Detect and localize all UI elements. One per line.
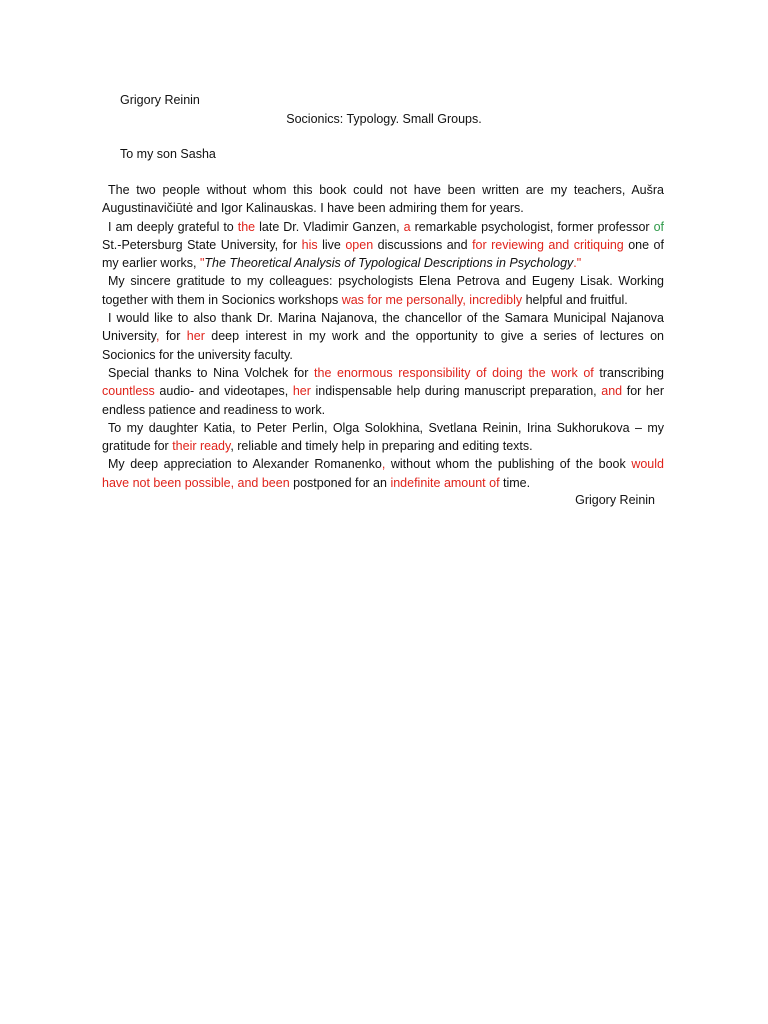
text-run: would have not been possible, and been bbox=[102, 457, 664, 490]
text-run: her bbox=[186, 329, 205, 344]
acknowledgements-body bbox=[102, 181, 664, 492]
text-run: ." bbox=[573, 256, 582, 271]
text-run: Special thanks to Nina Volchek for bbox=[108, 365, 315, 380]
paragraph bbox=[102, 455, 664, 492]
text-run: My sincere gratitude to my colleagues: psychologists Elena Petrova and Eugeny Lisak. Working together with them in Socionics workshops bbox=[102, 274, 664, 307]
paragraph bbox=[102, 218, 664, 273]
text-run: discussions and bbox=[373, 237, 473, 252]
paragraph bbox=[102, 181, 664, 218]
text-run: My deep appreciation to Alexander Romanenko bbox=[108, 457, 382, 472]
text-run: their ready bbox=[172, 439, 231, 454]
author-signature: Grigory Reinin bbox=[575, 493, 655, 507]
text-run: I am deeply grateful to bbox=[108, 219, 238, 234]
text-run: one of my earlier works, bbox=[102, 237, 664, 271]
paragraph bbox=[102, 419, 664, 456]
text-run: I would like to also thank Dr. Marina Najanova, the chancellor of the Samara Municipal Najanova University bbox=[102, 311, 664, 344]
text-run: and bbox=[601, 384, 623, 399]
text-run: deep interest in my work and the opportunity to give a series of lectures on Socionics for the university faculty. bbox=[102, 329, 664, 362]
paragraph bbox=[102, 309, 664, 364]
text-run: the bbox=[237, 219, 256, 234]
text-run: for reviewing and critiquing bbox=[472, 237, 624, 252]
text-run: The two people without whom this book could not have been written are my teachers, Aušra Augustinavičiūtė and Igor Kalinauskas. I have been admiring them for years. bbox=[102, 183, 664, 216]
text-run: a bbox=[403, 219, 411, 234]
dedication-line: To my son Sasha bbox=[120, 147, 216, 161]
text-run: , reliable and timely help in preparing and editing texts. bbox=[230, 439, 533, 454]
text-run: transcribing bbox=[593, 365, 664, 380]
text-run: The Theoretical Analysis of Typological Descriptions in Psychology bbox=[204, 256, 574, 271]
text-run: was for me personally, incredibly bbox=[341, 292, 523, 307]
text-run: , bbox=[155, 329, 160, 344]
author-name-header: Grigory Reinin bbox=[120, 93, 200, 107]
text-run: To my daughter Katia, to Peter Perlin, Olga Solokhina, Svetlana Reinin, Irina Sukhorukova – my gratitude for bbox=[102, 420, 664, 454]
text-run: time. bbox=[499, 475, 531, 490]
text-run: , bbox=[381, 457, 386, 472]
text-run: indispensable help during manuscript preparation, bbox=[310, 384, 602, 399]
text-run: St.-Petersburg State University, for bbox=[102, 237, 302, 252]
text-run: the enormous responsibility of doing the work of bbox=[314, 365, 594, 380]
text-run: his bbox=[301, 237, 318, 252]
text-run: for bbox=[159, 329, 187, 344]
text-run: for her endless patience and readiness to work. bbox=[102, 384, 664, 417]
text-run: open bbox=[345, 237, 374, 252]
text-run: postponed for an bbox=[289, 475, 391, 490]
text-run: audio- and videotapes, bbox=[154, 384, 293, 399]
document-title: Socionics: Typology. Small Groups. bbox=[286, 112, 482, 126]
text-run: late Dr. Vladimir Ganzen, bbox=[255, 219, 404, 234]
paragraph bbox=[102, 272, 664, 309]
text-run: countless bbox=[102, 384, 155, 399]
text-run: " bbox=[199, 256, 205, 271]
text-run: remarkable psychologist, former professor bbox=[410, 219, 654, 234]
text-run: live bbox=[317, 237, 346, 252]
text-run: her bbox=[292, 384, 311, 399]
text-run: of bbox=[653, 219, 664, 234]
text-run: indefinite amount of bbox=[390, 475, 500, 490]
text-run: without whom the publishing of the book bbox=[385, 457, 632, 472]
paragraph bbox=[102, 364, 664, 419]
text-run: helpful and fruitful. bbox=[522, 292, 628, 307]
